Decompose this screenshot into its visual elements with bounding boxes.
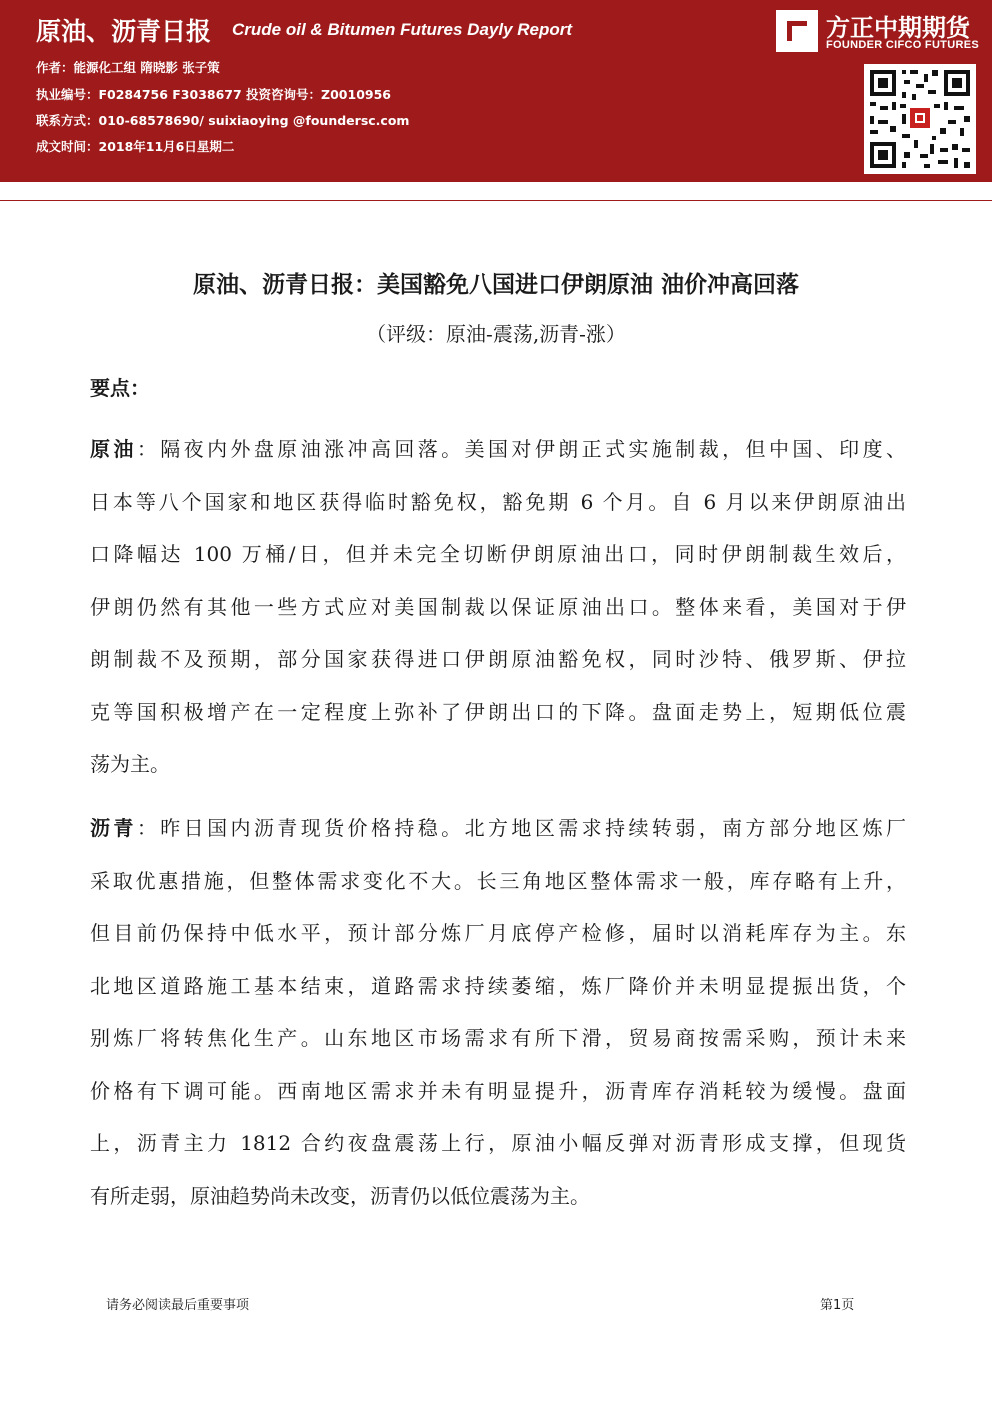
crude-line-7: 荡为主。 <box>90 752 170 776</box>
brand-name-en: FOUNDER CIFCO FUTURES <box>826 39 979 51</box>
qr-code-icon[interactable] <box>864 64 976 174</box>
bitumen-line-6: 价格有下调可能。西南地区需求并未有明显提升，沥青库存消耗较为缓慢。盘面 <box>90 1078 906 1103</box>
bitumen-line-7: 上，沥青主力 1812 合约夜盘震荡上行，原油小幅反弹对沥青形成支撑，但现货 <box>90 1131 906 1155</box>
bitumen-line-3: 但目前仍保持中低水平，预计部分炼厂月底停产检修，届时以消耗库存为主。东 <box>90 921 906 945</box>
date-line: 成文时间：2018年11月6日星期二 <box>36 139 235 154</box>
crude-line-4: 伊朗仍然有其他一些方式应对美国制裁以保证原油出口。整体来看，美国对于伊 <box>90 594 906 619</box>
header-title-cn: 原油、沥青日报 <box>36 17 212 46</box>
bitumen-line-1: 沥青：昨日国内沥青现货价格持稳。北方地区需求持续转弱，南方部分地区炼厂 <box>90 816 907 840</box>
bitumen-line-4: 北地区道路施工基本结束，道路需求持续萎缩，炼厂降价并未明显提振出货，个 <box>90 973 906 998</box>
crude-line-5: 朗制裁不及预期，部分国家获得进口伊朗原油豁免权，同时沙特、俄罗斯、伊拉 <box>90 647 906 671</box>
header-title-en: Crude oil & Bitumen Futures Dayly Report <box>232 20 573 39</box>
bitumen-label: 沥青 <box>90 816 137 840</box>
author-line: 作者：能源化工组 隋晓影 张子策 <box>36 60 220 75</box>
contact-line: 联系方式：010-68578690/ suixiaoying @foundersc.com <box>36 113 410 128</box>
bitumen-paragraph <box>90 802 906 1222</box>
crude-label: 原油 <box>90 437 137 461</box>
crude-line-3: 口降幅达 100 万桶/日，但并未完全切断伊朗原油出口，同时伊朗制裁生效后， <box>90 542 906 566</box>
report-header-band <box>0 0 992 182</box>
bitumen-line-2: 采取优惠措施，但整体需求变化不大。长三角地区整体需求一般，库存略有上升， <box>90 868 906 893</box>
footer-notice: 请务必阅读最后重要事项 <box>106 1298 250 1313</box>
crude-line-1: 原油：隔夜内外盘原油涨冲高回落。美国对伊朗正式实施制裁，但中国、印度、 <box>90 437 907 461</box>
document-rating: （评级：原油-震荡,沥青-涨） <box>366 322 626 346</box>
bitumen-line-8: 有所走弱，原油趋势尚未改变，沥青仍以低位震荡为主。 <box>90 1183 590 1208</box>
crude-line-6: 克等国积极增产在一定程度上弥补了伊朗出口的下降。盘面走势上，短期低位震 <box>90 699 906 724</box>
brand-name-cn: 方正中期期货 <box>826 14 970 42</box>
document-title: 原油、沥青日报：美国豁免八国进口伊朗原油 油价冲高回落 <box>192 272 799 298</box>
crude-paragraph <box>90 423 906 791</box>
header-divider <box>0 182 992 201</box>
license-line: 执业编号：F0284756 F3038677 投资咨询号：Z0010956 <box>36 87 391 102</box>
crude-line-2: 日本等八个国家和地区获得临时豁免权，豁免期 6 个月。自 6 月以来伊朗原油出 <box>90 489 906 514</box>
page-number: 第1页 <box>820 1298 855 1313</box>
keypoints-heading: 要点： <box>90 376 150 400</box>
bitumen-line-5: 别炼厂将转焦化生产。山东地区市场需求有所下滑，贸易商按需采购，预计未来 <box>90 1026 906 1050</box>
brand-logo-icon <box>776 10 818 52</box>
